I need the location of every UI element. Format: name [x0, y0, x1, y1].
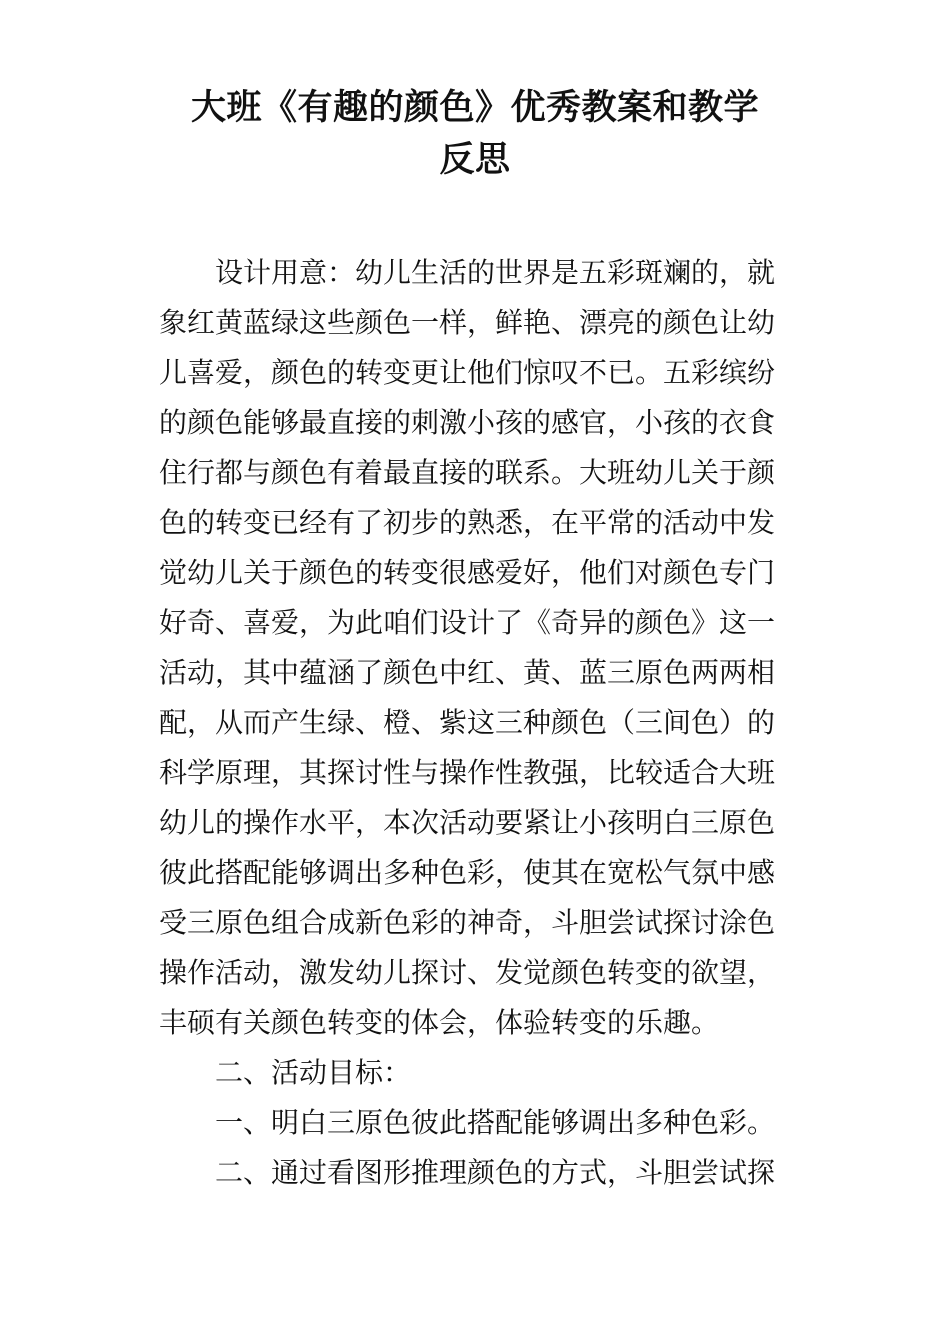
list-item: 二、通过看图形推理颜色的方式，斗胆尝试探 [215, 1156, 776, 1189]
paragraph-line: 丰硕有关颜色转变的体会，体验转变的乐趣。 [159, 1006, 720, 1039]
paragraph-line: 的颜色能够最直接的刺激小孩的感官，小孩的衣食 [159, 406, 776, 439]
paragraph-line: 活动，其中蕴涵了颜色中红、黄、蓝三原色两两相 [159, 656, 776, 689]
paragraph-line: 色的转变已经有了初步的熟悉，在平常的活动中发 [159, 506, 776, 539]
paragraph-line: 科学原理，其探讨性与操作性教强，比较适合大班 [159, 756, 776, 789]
list-item: 一、明白三原色彼此搭配能够调出多种色彩。 [215, 1106, 776, 1139]
document-title [150, 82, 800, 186]
paragraph-line: 觉幼儿关于颜色的转变很感爱好，他们对颜色专门 [159, 556, 776, 589]
paragraph-line: 彼此搭配能够调出多种色彩，使其在宽松气氛中感 [159, 856, 776, 889]
document-body [159, 248, 799, 1198]
title-line-1: 大班《有趣的颜色》优秀教案和教学 [190, 88, 759, 128]
paragraph-line: 住行都与颜色有着最直接的联系。大班幼儿关于颜 [159, 456, 776, 489]
paragraph-line: 儿喜爱，颜色的转变更让他们惊叹不已。五彩缤纷 [159, 356, 776, 389]
paragraph-line: 配，从而产生绿、橙、紫这三种颜色（三间色）的 [159, 706, 776, 739]
paragraph-line: 设计用意：幼儿生活的世界是五彩斑斓的，就 [215, 256, 776, 289]
title-line-2: 反思 [439, 140, 511, 180]
paragraph-line: 好奇、喜爱，为此咱们设计了《奇异的颜色》这一 [159, 606, 776, 639]
paragraph-line: 受三原色组合成新色彩的神奇，斗胆尝试探讨涂色 [159, 906, 776, 939]
paragraph-line: 操作活动，激发幼儿探讨、发觉颜色转变的欲望， [159, 956, 776, 989]
section-heading: 二、活动目标： [215, 1056, 412, 1089]
paragraph-line: 象红黄蓝绿这些颜色一样，鲜艳、漂亮的颜色让幼 [159, 306, 776, 339]
paragraph-line: 幼儿的操作水平，本次活动要紧让小孩明白三原色 [159, 806, 776, 839]
